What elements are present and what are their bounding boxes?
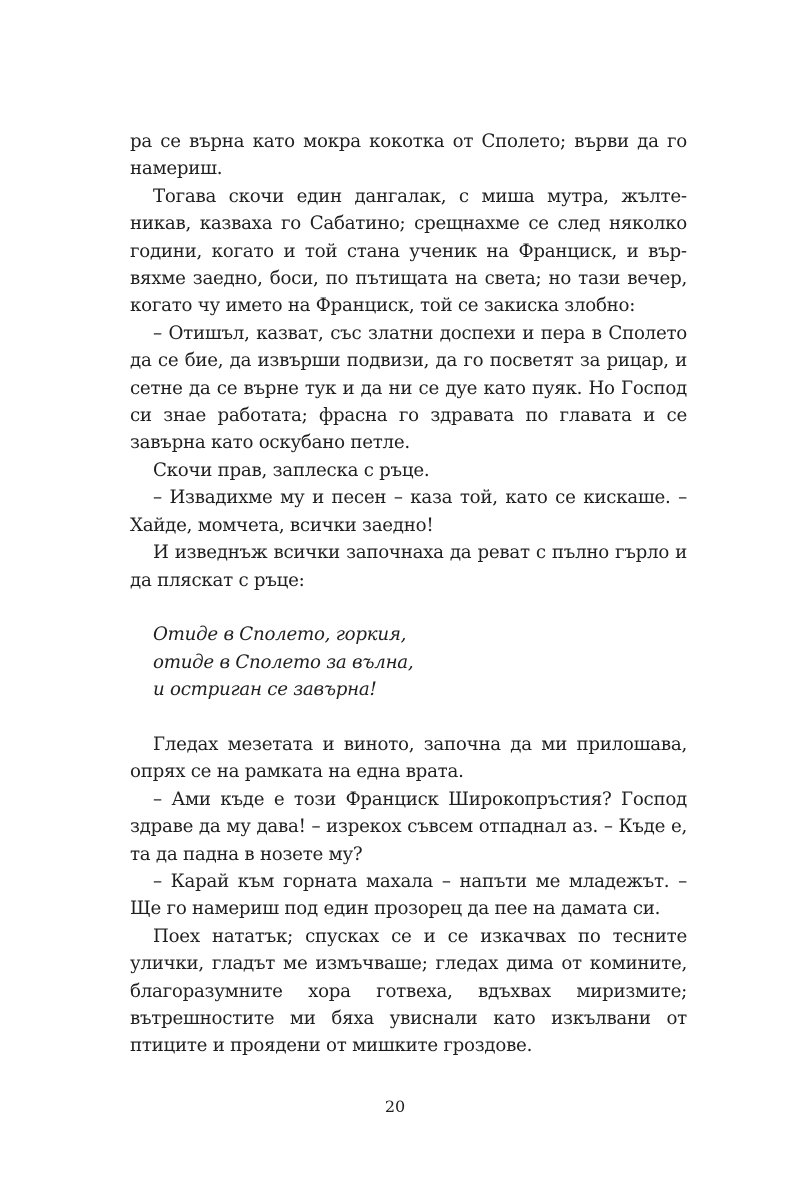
paragraph: – Карай към горната махала – напъти ме младежът. – Ще го намериш под един прозорец да пее на дамата си. bbox=[130, 870, 687, 920]
paragraph: – Ами къде е този Франциск Широкопръстия? Господ здраве да му дава! – изрекох съвсем отпаднал аз. – Къде е, та да падна в нозете му? bbox=[130, 788, 687, 865]
paragraph: Гледах мезетата и виното, започна да ми прилошава, опрях се на рамката на една врата. bbox=[130, 733, 687, 783]
page-number: 20 bbox=[384, 1097, 406, 1116]
verse-line: и остриган се завърна! bbox=[153, 679, 377, 701]
paragraph: – Отишъл, казват, със златни доспехи и пера в Сполето да се бие, да извърши подвизи, да го посветят за рицар, и сетне да се върне тук и да ни се дуе като пуяк. Но Господ си знае работата; фрасна го здравата по главата и се завърна като оскубано петле. bbox=[130, 322, 687, 454]
paragraph: Поех нататък; спусках се и се изкачвах по тесните улички, гладът ме измъчваше; гледах дима от комините, благоразумните хора готвеха, вдъхвах миризмите; вътрешностите ми бяха увиснали като изкълвани от птиците и проядени от мишките гроздове. bbox=[130, 925, 687, 1057]
verse-line: отиде в Сполето за вълна, bbox=[153, 651, 414, 673]
paragraph: Тогава скочи един дангалак, с миша мутра, жълтеникав, казваха го Сабатино; срещнахме се след няколко години, когато и той стана ученик на Франциск, и вървяхме заедно, боси, по пътищата на света; но тази вечер, когато чу името на Франциск, той се закиска злобно: bbox=[130, 185, 687, 317]
paragraph: – Извадихме му и песен – каза той, като се кискаше. – Хайде, момчета, всички заедно! bbox=[130, 487, 687, 536]
verse-line: Отиде в Сполето, горкия, bbox=[153, 624, 407, 646]
page-body bbox=[130, 128, 687, 1060]
paragraph: ра се върна като мокра кокотка от Сполето; върви да го намериш. bbox=[130, 131, 687, 180]
song-verse bbox=[153, 621, 687, 703]
paragraph: Скочи прав, заплеска с ръце. bbox=[153, 459, 430, 481]
paragraph: И изведнъж всички започнаха да реват с пълно гърло и да пляскат с ръце: bbox=[130, 542, 687, 591]
